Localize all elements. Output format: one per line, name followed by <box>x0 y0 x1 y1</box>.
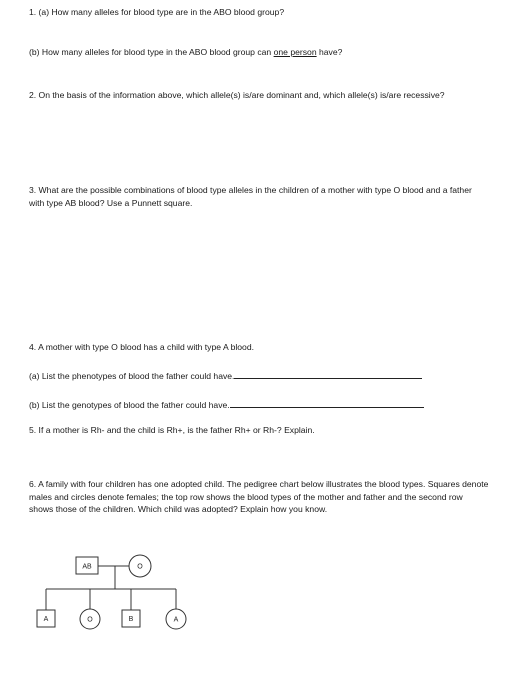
question-4: 4. A mother with type O blood has a child with type A blood. <box>29 342 255 352</box>
question-6: 6. A family with four children has one adopted child. The pedigree chart below illustrates the blood types. Squares denote males and circles denote females; the top row shows the blood types of the mother and father and the second row shows those of the children. Which child was adopted? Explain how you know. <box>29 479 489 515</box>
question-4a-text: (a) List the phenotypes of blood the father could have. <box>29 371 235 381</box>
question-1b-underlined: one person <box>273 47 317 57</box>
child-1-label: A <box>43 616 49 623</box>
question-4b-text: (b) List the genotypes of blood the father could have. <box>29 400 230 410</box>
question-1a: 1. (a) How many alleles for blood type are in the ABO blood group? <box>29 7 285 17</box>
child-3-label: B <box>128 616 134 623</box>
child-4-label: A <box>173 616 179 624</box>
question-3: 3. What are the possible combinations of blood type alleles in the children of a mother with type O blood and a father with type AB blood? Use a Punnett square. <box>29 185 472 208</box>
question-2: 2. On the basis of the information above, which allele(s) is/are dominant and, which allele(s) is/are recessive? <box>29 90 445 100</box>
mother-label: O <box>137 563 143 571</box>
question-5: 5. If a mother is Rh- and the child is Rh+, is the father Rh+ or Rh-? Explain. <box>29 425 315 435</box>
child-2-label: O <box>87 616 93 624</box>
question-1b-text-start: (b) How many alleles for blood type in the ABO blood group can <box>29 47 274 57</box>
father-label: AB <box>82 563 92 571</box>
question-1b-text-end: have? <box>316 47 343 57</box>
